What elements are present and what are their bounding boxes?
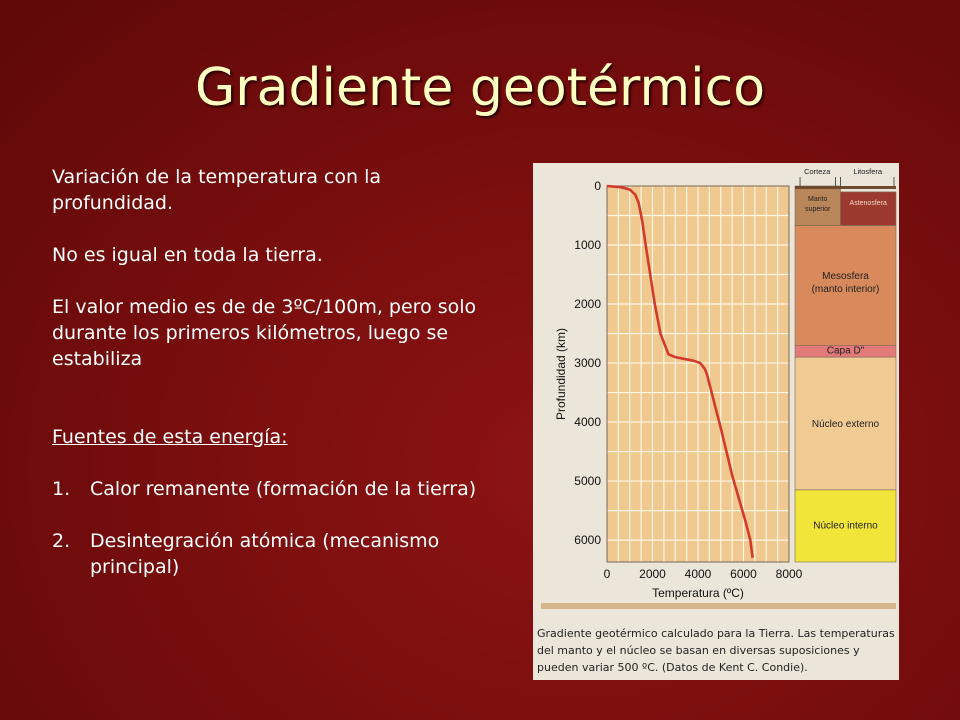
figure-caption: Gradiente geotérmico calculado para la Tierra. Las temperaturas del manto y el núcleo se basan en diversas suposiciones y pueden variar 500 ºC. (Datos de Kent C. Condie). (537, 627, 895, 674)
caption-separator (541, 603, 896, 609)
list-number: 1. (52, 478, 71, 500)
y-tick-label: 5000 (574, 474, 601, 489)
x-tick-label: 6000 (730, 567, 757, 581)
list-text: Calor remanente (formación de la tierra) (90, 478, 477, 500)
layer-label: Núcleo externo (811, 418, 880, 430)
geothermal-chart (533, 163, 899, 623)
layer-header: Corteza (804, 167, 831, 176)
y-tick-label: 4000 (574, 415, 601, 430)
layer-label: Capa D" (826, 345, 865, 357)
layer-label: Mesosfera (822, 271, 869, 283)
layer-label: Núcleo interno (813, 520, 878, 532)
y-tick-label: 0 (594, 179, 601, 193)
layer-header: Litosfera (853, 167, 883, 176)
paragraph-not-equal: No es igual en toda la tierra. (52, 244, 323, 266)
sources-heading: Fuentes de esta energía: (52, 426, 288, 448)
y-tick-label: 6000 (574, 533, 601, 548)
x-tick-label: 2000 (639, 567, 666, 581)
y-tick-label: 2000 (574, 297, 601, 312)
slide-title: Gradiente geotérmico (194, 58, 766, 118)
crust-strip (795, 186, 896, 189)
x-tick-label: 8000 (775, 567, 803, 581)
y-axis-label: Profundidad (km) (554, 327, 568, 421)
x-axis-label: Temperatura (ºC) (652, 586, 744, 600)
paragraph-average: El valor medio es de de 3ºC/100m, pero solo durante los primeros kilómetros, luego se estabiliza (52, 296, 477, 370)
list-text: Desintegración atómica (mecanismo principal) (90, 530, 440, 578)
list-item (52, 476, 502, 502)
layer-band (840, 192, 896, 226)
x-tick-label: 0 (603, 567, 611, 581)
layer-label: Manto (807, 195, 828, 203)
layer-label: superior (805, 205, 831, 213)
geothermal-figure (533, 163, 899, 680)
sources-list (52, 476, 502, 580)
layer-label: (manto interior) (811, 284, 880, 296)
slide-body (52, 164, 502, 580)
list-number: 2. (52, 530, 71, 552)
paragraph-variation: Variación de la temperatura con la profundidad. (52, 166, 381, 214)
y-tick-label: 1000 (574, 238, 601, 253)
y-tick-label: 3000 (574, 356, 601, 371)
layer-label: Astenosfera (849, 199, 887, 207)
x-tick-label: 4000 (684, 567, 712, 581)
list-item (52, 528, 502, 580)
